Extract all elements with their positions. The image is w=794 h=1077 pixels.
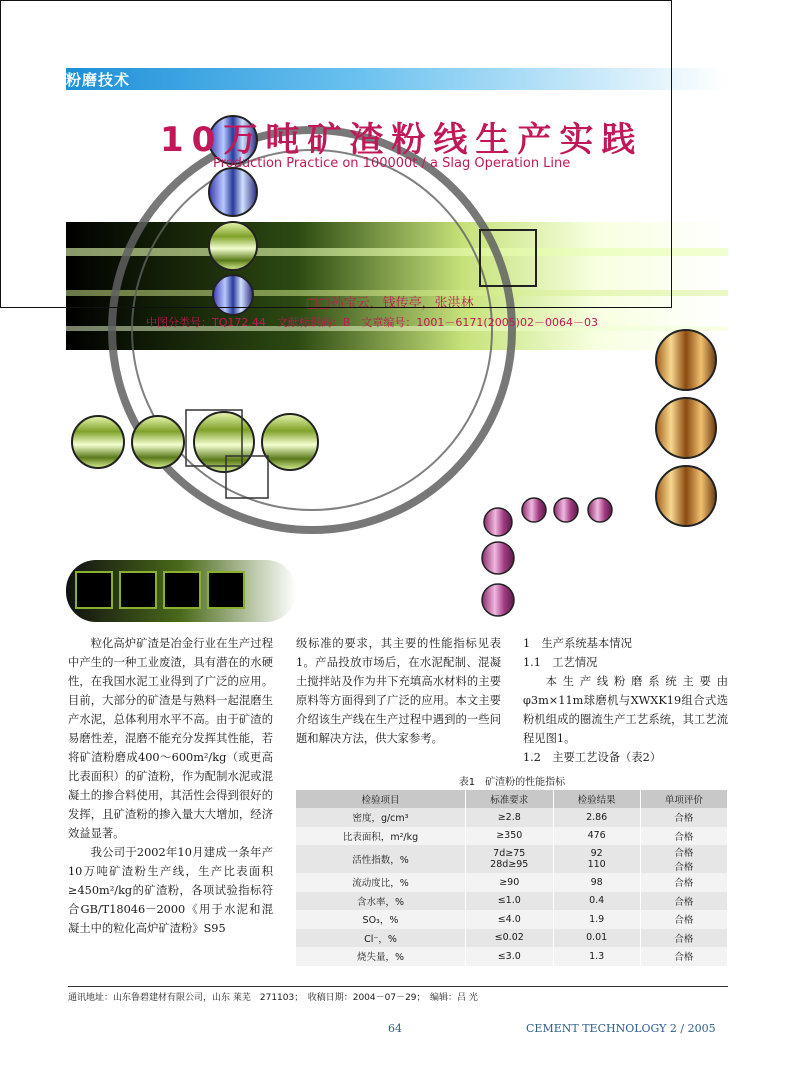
table-cell: 合格 (640, 808, 727, 827)
paragraph: 级标准的要求，其主要的性能指标见表1。产品投放市场后，在水泥配制、混凝土搅拌站及作为井下充填高水材料的主要原料等方面得到了广泛的应用。本文主要介绍该生产线在生产过程中遇到的一些问题和解决方法，供大家参考。 (296, 637, 501, 745)
subsection-heading: 1.2 主要工艺设备（表2） (523, 751, 662, 764)
table-cell: 合格 (640, 873, 727, 892)
table-cell: ≥90 (465, 873, 553, 892)
page-number: 64 (388, 1022, 402, 1035)
table-cell: 0.01 (553, 929, 640, 948)
column-header: 检验项目 (296, 790, 465, 808)
table-row (296, 827, 728, 846)
table-cell: 1.9 (553, 910, 640, 929)
table-cell: SO₃，% (296, 910, 465, 929)
table-cell: 1.3 (553, 947, 640, 966)
table-cell-line: 合格 (674, 848, 694, 859)
table-cell-line: 28d≥95 (490, 859, 529, 870)
table-cell: 流动度比，% (296, 873, 465, 892)
table-cell: ≤0.02 (465, 929, 553, 948)
table-cell-line: 7d≥75 (493, 848, 526, 859)
table-cell (465, 845, 553, 873)
table-cell-line: 合格 (674, 862, 694, 873)
table-cell: 合格 (640, 827, 727, 846)
article-subtitle: Production Practice on 100000t / a Slag Operation Line (213, 156, 571, 171)
column-header: 标准要求 (465, 790, 553, 808)
column-tag: 粉磨技术 (66, 71, 131, 89)
section-heading: 1 生产系统基本情况 (523, 637, 632, 650)
table-cell: ≥2.8 (465, 808, 553, 827)
column-header: 单项评价 (640, 790, 727, 808)
table-cell: 密度，g/cm³ (296, 808, 465, 827)
table-cell: 烧失量，% (296, 947, 465, 966)
table-cell: 2.86 (553, 808, 640, 827)
table-row (296, 873, 728, 892)
table-cell: 合格 (640, 947, 727, 966)
column-header: 检验结果 (553, 790, 640, 808)
table-caption: 表1 矿渣粉的性能指标 (458, 777, 566, 788)
table-row (296, 808, 728, 827)
footnote: 通讯地址：山东鲁碧建材有限公司，山东 莱芜 271103； 收稿日期：2004－07－29； 编辑：吕 光 (68, 986, 728, 1003)
table-cell: 比表面积，m²/kg (296, 827, 465, 846)
subsection-heading: 1.1 工艺情况 (523, 656, 598, 669)
column-tag-bar (66, 68, 726, 90)
table-row (296, 845, 728, 873)
table-cell: 活性指数，% (296, 845, 465, 873)
body-column-3 (523, 634, 728, 767)
paragraph: 粒化高炉矿渣是冶金行业在生产过程中产生的一种工业废渣，具有潜在的水硬性，在我国水泥工业得到了广泛的应用。目前，大部分的矿渣是与熟料一起混磨生产水泥，总体利用水平不高。由于矿渣的易磨性差，混磨不能充分发挥其性能，若将矿渣粉磨成400～600m²/kg（或更高比表面积）的矿渣粉，作为配制水泥或混凝土的掺合料使用，其活性会得到很好的发挥，且矿渣粉的掺入量大大增加，经济效益显著。 (68, 637, 273, 840)
table-cell: 0.4 (553, 892, 640, 911)
paragraph: 我公司于2002年10月建成一条年产10万吨矿渣粉生产线，生产比表面积≥450m²/kg的矿渣粉，各项试验指标符合GB/T18046－2000《用于水泥和混凝土中的粒化高炉矿渣粉》S95 (68, 846, 273, 935)
body-column-2 (296, 634, 501, 748)
paragraph: 本生产线粉磨系统主要由φ3m×11m球磨机与XWXK19组合式选粉机组成的圈流生产工艺系统，其工艺流程见图1。 (523, 675, 728, 745)
table-header-row (296, 790, 728, 808)
classification-line: 中图分类号：TQ172.44 文献标识码：B 文章编号：1001－6171(2005)02－0064－03 (146, 316, 598, 329)
table-cell: Cl⁻，% (296, 929, 465, 948)
table-row (296, 947, 728, 966)
table-cell (640, 845, 727, 873)
table-cell: 含水率，% (296, 892, 465, 911)
table-cell: ≤1.0 (465, 892, 553, 911)
article-title: 10万吨矿渣粉线生产实践 (160, 120, 644, 160)
table-cell: 98 (553, 873, 640, 892)
table-row (296, 929, 728, 948)
table-cell: 合格 (640, 892, 727, 911)
table-cell: ≤4.0 (465, 910, 553, 929)
properties-table (296, 790, 728, 966)
table-row (296, 892, 728, 911)
table-cell: 476 (553, 827, 640, 846)
journal-name: CEMENT TECHNOLOGY 2 / 2005 (526, 1022, 716, 1035)
table-cell (553, 845, 640, 873)
table-cell: 合格 (640, 910, 727, 929)
table-cell-line: 92 (590, 848, 603, 859)
body-column-1 (68, 634, 273, 938)
table-cell: ≥350 (465, 827, 553, 846)
table-row (296, 910, 728, 929)
table-cell: ≤3.0 (465, 947, 553, 966)
table-cell-line: 110 (587, 859, 606, 870)
table-cell: 合格 (640, 929, 727, 948)
article-authors: □□孙宝云，钱传亭，张洪林 (306, 296, 474, 311)
